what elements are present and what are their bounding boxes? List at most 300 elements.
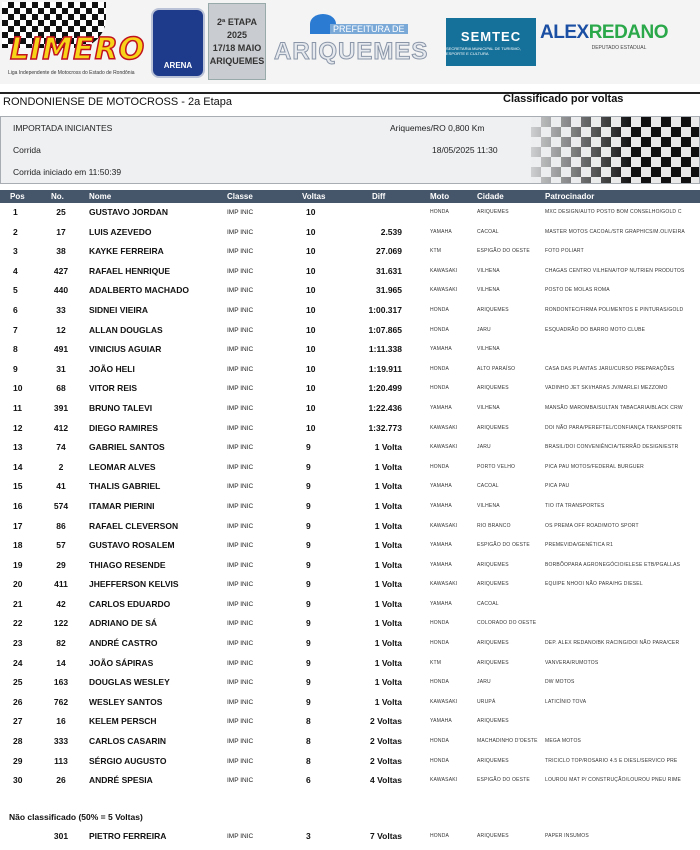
table-row bbox=[0, 477, 700, 497]
cell-laps: 8 bbox=[306, 716, 311, 727]
cell-diff: 1 Volta bbox=[374, 696, 402, 707]
cell-sponsor: PAPER INSUMOS bbox=[545, 833, 589, 839]
cell-no: 42 bbox=[56, 598, 66, 609]
cell-pos: 19 bbox=[13, 559, 23, 570]
cell-laps: 10 bbox=[306, 207, 316, 217]
semtec-logo bbox=[446, 18, 536, 66]
cell-moto: HONDA bbox=[430, 463, 450, 470]
semtec-subtitle: SECRETARIA MUNICIPAL DE TURISMO, ESPORTE E CULTURA bbox=[446, 45, 521, 56]
cell-sponsor: PICA PAU MOTOS/FEDERAL BURGUER bbox=[545, 463, 644, 470]
cell-laps: 10 bbox=[306, 363, 316, 374]
cell-diff: 1 Volta bbox=[374, 677, 402, 688]
cell-pos: 10 bbox=[13, 383, 23, 394]
cell-laps: 9 bbox=[306, 481, 311, 492]
cell-sponsor: TRICICLO TOP/ROSARIO 4.5 E DIESL/SERVICO PRE bbox=[545, 757, 678, 764]
cell-laps: 10 bbox=[306, 383, 316, 394]
cell-city: ESPIGÃO DO OESTE bbox=[477, 248, 530, 255]
cell-city: JARU bbox=[477, 326, 491, 333]
cell-laps: 9 bbox=[306, 500, 311, 511]
cell-sponsor: MXC DESIGN/AUTO POSTO BOM CONSELHO/GOLD C bbox=[545, 209, 682, 215]
arena-label: ARENA bbox=[163, 61, 193, 70]
cell-pos: 3 bbox=[13, 246, 18, 257]
cell-sponsor: MANSÃO MAROMBA/SULTAN TABACARIA/BLACK CRW bbox=[545, 404, 683, 411]
cell-sponsor: PREMEVIDA/GENÉTICA R1 bbox=[545, 542, 614, 549]
cell-name: RAFAEL HENRIQUE bbox=[89, 265, 171, 276]
cell-moto: YAMAHA bbox=[430, 542, 452, 549]
cell-diff: 31.631 bbox=[376, 265, 402, 276]
cell-class: IMP INIC bbox=[227, 698, 254, 706]
table-row bbox=[0, 771, 700, 791]
cell-laps: 10 bbox=[306, 265, 316, 276]
redano-subtitle: DEPUTADO ESTADUAL bbox=[591, 45, 647, 51]
cell-moto: HONDA bbox=[430, 620, 450, 627]
table-row bbox=[0, 693, 700, 713]
cell-pos: 13 bbox=[13, 442, 23, 453]
cell-diff: 1:32.773 bbox=[368, 422, 402, 433]
cell-name: VINICIUS AGUIAR bbox=[89, 344, 162, 355]
event-title: RONDONIENSE DE MOTOCROSS - 2a Etapa bbox=[3, 96, 233, 108]
cell-class: IMP INIC bbox=[227, 640, 254, 648]
cell-pos: 11 bbox=[13, 402, 22, 413]
cell-diff: 2 Voltas bbox=[370, 716, 402, 727]
cell-laps: 9 bbox=[306, 598, 311, 609]
cell-pos: 15 bbox=[13, 481, 23, 492]
cell-city: ARIQUEMES bbox=[477, 640, 509, 647]
cell-diff: 1 Volta bbox=[374, 638, 402, 649]
cell-name: ALLAN DOUGLAS bbox=[89, 324, 163, 335]
cell-no: 33 bbox=[56, 304, 66, 315]
cell-moto: KAWASAKI bbox=[430, 267, 458, 274]
cell-moto: YAMAHA bbox=[430, 404, 452, 411]
cell-class: IMP INIC bbox=[227, 287, 254, 295]
limero-logo bbox=[2, 2, 148, 82]
cell-no: 574 bbox=[53, 500, 69, 511]
cell-sponsor: RONDONTEC/FIRMA POLIMENTOS E PINTURAS/GOLD bbox=[545, 306, 684, 313]
semtec-wordmark: SEMTEC bbox=[460, 28, 522, 44]
table-row bbox=[0, 242, 700, 262]
cell-no: 41 bbox=[56, 481, 66, 492]
cell-city: ARIQUEMES bbox=[477, 424, 509, 431]
cell-city: CACOAL bbox=[477, 600, 499, 607]
cell-laps: 10 bbox=[306, 285, 316, 296]
cell-sponsor: CASA DAS PLANTAS JARU/CURSO PREPARAÇÕES bbox=[545, 365, 675, 372]
cell-name: LEOMAR ALVES bbox=[89, 461, 156, 472]
cell-city: JARU bbox=[477, 679, 491, 686]
cell-class: IMP INIC bbox=[227, 483, 254, 491]
table-row bbox=[0, 321, 700, 341]
cell-pos: 25 bbox=[13, 677, 23, 688]
cell-pos: 14 bbox=[13, 461, 23, 472]
cell-laps: 10 bbox=[306, 344, 316, 355]
cell-no: 17 bbox=[56, 226, 66, 237]
redano-wordmark bbox=[540, 22, 698, 44]
cell-laps: 10 bbox=[306, 226, 316, 237]
cell-pos: 21 bbox=[13, 598, 23, 609]
cell-moto: HONDA bbox=[430, 326, 450, 333]
cell-sponsor: OS PREMA OFF ROAD/MOTO SPORT bbox=[545, 522, 639, 529]
cell-city: ARIQUEMES bbox=[477, 561, 509, 568]
cell-moto: KAWASAKI bbox=[430, 777, 458, 784]
cell-no: 412 bbox=[53, 422, 69, 433]
results-table bbox=[0, 203, 700, 791]
report-title: Classificado por voltas bbox=[503, 93, 624, 105]
cell-laps: 8 bbox=[306, 736, 311, 747]
cell-diff: 31.965 bbox=[376, 285, 402, 296]
cell-no: 74 bbox=[56, 442, 66, 453]
cell-city: ARIQUEMES bbox=[477, 385, 509, 392]
col-name: Nome bbox=[89, 192, 112, 201]
cell-pos: 28 bbox=[13, 736, 23, 747]
cell-no: 38 bbox=[56, 246, 66, 257]
cell-diff: 1 Volta bbox=[374, 559, 402, 570]
cell-city: VILHENA bbox=[477, 267, 500, 274]
cell-city: VILHENA bbox=[477, 404, 500, 411]
cell-moto: KAWASAKI bbox=[430, 698, 458, 705]
cell-sponsor: ESQUADRÃO DO BARRO MOTO CLUBE bbox=[545, 326, 646, 333]
cell-city: JARU bbox=[477, 444, 491, 451]
cell-no: 301 bbox=[53, 831, 69, 841]
cell-class: IMP INIC bbox=[227, 385, 254, 393]
cell-no: 25 bbox=[56, 207, 66, 217]
cell-diff: 1 Volta bbox=[374, 461, 402, 472]
cell-city: URUPÁ bbox=[477, 698, 496, 705]
table-row bbox=[0, 301, 700, 321]
cell-moto: YAMAHA bbox=[430, 600, 452, 607]
header-banner bbox=[0, 0, 700, 84]
cell-city: CACOAL bbox=[477, 228, 499, 235]
cell-laps: 9 bbox=[306, 677, 311, 688]
cell-class: IMP INIC bbox=[227, 404, 254, 412]
table-row bbox=[0, 360, 700, 380]
table-row bbox=[0, 340, 700, 360]
table-row bbox=[0, 223, 700, 243]
table-row bbox=[0, 379, 700, 399]
cell-pos: 20 bbox=[13, 579, 23, 590]
cell-sponsor: BRASIL/DOI CONVENIÊNCIA/TERRÃO DESIGN/ESTR bbox=[545, 444, 679, 451]
cell-city: ALTO PARAÍSO bbox=[477, 365, 516, 372]
cell-name: ANDRÉ SPESIA bbox=[89, 775, 153, 786]
cell-no: 68 bbox=[56, 383, 66, 394]
table-row bbox=[0, 654, 700, 674]
cell-moto: KAWASAKI bbox=[430, 444, 458, 451]
not-classified-table bbox=[0, 827, 700, 847]
prefeitura-label: PREFEITURA DE bbox=[330, 24, 408, 34]
limero-subtitle: Liga Independente de Motocross do Estado de Rondônia bbox=[8, 70, 135, 76]
etapa-line: 2025 bbox=[226, 29, 248, 40]
location-label: Ariquemes/RO 0,800 Km bbox=[390, 123, 485, 133]
table-row bbox=[0, 556, 700, 576]
col-pos: Pos bbox=[10, 192, 25, 201]
cell-laps: 10 bbox=[306, 324, 316, 335]
cell-name: ITAMAR PIERINI bbox=[89, 500, 155, 511]
cell-laps: 9 bbox=[306, 618, 311, 629]
cell-class: IMP INIC bbox=[227, 581, 254, 589]
cell-laps: 9 bbox=[306, 657, 311, 668]
col-city: Cidade bbox=[477, 192, 504, 201]
table-row bbox=[0, 732, 700, 752]
table-row bbox=[0, 673, 700, 693]
cell-no: 163 bbox=[53, 677, 69, 688]
cell-name: DIEGO RAMIRES bbox=[89, 422, 158, 433]
cell-diff: 1 Volta bbox=[374, 500, 402, 511]
cell-moto: YAMAHA bbox=[430, 502, 452, 509]
table-row bbox=[0, 281, 700, 301]
cell-name: SÉRGIO AUGUSTO bbox=[89, 755, 167, 766]
cell-sponsor: VADINHO JET SKI/HARAS JV/MARLEI MEZZOMO bbox=[545, 385, 668, 392]
cell-laps: 9 bbox=[306, 638, 311, 649]
cell-diff: 1 Volta bbox=[374, 579, 402, 590]
cell-no: 411 bbox=[54, 579, 68, 590]
cell-moto: HONDA bbox=[430, 757, 450, 764]
table-row bbox=[0, 752, 700, 772]
cell-diff: 4 Voltas bbox=[370, 775, 402, 786]
cell-sponsor: DEP. ALEX REDANO/BK RACING/DOI NÃO PARA/CER bbox=[545, 640, 680, 647]
cell-city: ARIQUEMES bbox=[477, 757, 509, 764]
cell-name: RAFAEL CLEVERSON bbox=[89, 520, 179, 531]
cell-city: ARIQUEMES bbox=[477, 833, 509, 839]
cell-class: IMP INIC bbox=[227, 502, 254, 510]
cell-class: IMP INIC bbox=[227, 718, 254, 726]
cell-city: ARIQUEMES bbox=[477, 306, 509, 313]
cell-diff: 1 Volta bbox=[374, 657, 402, 668]
cell-name: GUSTAVO ROSALEM bbox=[89, 540, 175, 551]
cell-sponsor: EQUIPE NHOOI NÃO PARA/HG DIESEL bbox=[545, 581, 643, 588]
cell-moto: YAMAHA bbox=[430, 228, 452, 235]
cell-laps: 10 bbox=[306, 304, 316, 315]
cell-diff: 2 Voltas bbox=[370, 755, 402, 766]
cell-no: 31 bbox=[56, 363, 66, 374]
ariquemes-wordmark: ARIQUEMES bbox=[274, 38, 429, 65]
etapa-line: ARIQUEMES bbox=[209, 55, 265, 66]
cell-pos: 5 bbox=[13, 285, 18, 296]
cell-pos: 26 bbox=[13, 696, 23, 707]
table-row bbox=[0, 438, 700, 458]
cell-pos: 18 bbox=[13, 540, 23, 551]
cell-class: IMP INIC bbox=[227, 346, 254, 354]
table-row bbox=[0, 262, 700, 282]
cell-diff: 1 Volta bbox=[374, 540, 402, 551]
cell-name: GUSTAVO JORDAN bbox=[89, 207, 169, 217]
col-laps: Voltas bbox=[302, 192, 326, 201]
cell-no: 122 bbox=[53, 618, 69, 629]
etapa-info-box bbox=[208, 3, 266, 80]
cell-name: GABRIEL SANTOS bbox=[89, 442, 165, 453]
cell-laps: 9 bbox=[306, 442, 311, 453]
cell-no: 86 bbox=[56, 520, 66, 531]
cell-pos: 17 bbox=[13, 520, 23, 531]
cell-city: CACOAL bbox=[477, 483, 499, 490]
cell-moto: HONDA bbox=[430, 738, 450, 745]
cell-name: ADRIANO DE SÁ bbox=[89, 618, 158, 629]
cell-class: IMP INIC bbox=[227, 659, 254, 667]
table-row bbox=[0, 517, 700, 537]
cell-city: ARIQUEMES bbox=[477, 581, 509, 588]
cell-class: IMP INIC bbox=[227, 248, 254, 256]
session-label: Corrida bbox=[13, 145, 41, 155]
cell-city: ARIQUEMES bbox=[477, 718, 509, 725]
cell-city: ESPIGÃO DO OESTE bbox=[477, 777, 530, 784]
cell-name: KAYKE FERREIRA bbox=[89, 246, 164, 257]
cell-city: ARIQUEMES bbox=[477, 659, 509, 666]
cell-pos: 16 bbox=[13, 500, 23, 511]
cell-diff: 1 Volta bbox=[374, 442, 402, 453]
cell-moto: YAMAHA bbox=[430, 346, 452, 353]
cell-moto: HONDA bbox=[430, 679, 450, 686]
cell-name: JOÃO HELI bbox=[89, 363, 135, 374]
cell-moto: HONDA bbox=[430, 306, 450, 313]
table-row bbox=[0, 575, 700, 595]
cell-name: JHEFFERSON KELVIS bbox=[89, 579, 179, 590]
cell-moto: YAMAHA bbox=[430, 718, 452, 725]
cell-pos: 4 bbox=[13, 265, 18, 276]
cell-class: IMP INIC bbox=[227, 561, 254, 569]
table-row bbox=[0, 458, 700, 478]
table-row bbox=[0, 614, 700, 634]
cell-no: 16 bbox=[56, 716, 66, 727]
cell-city: PORTO VELHO bbox=[477, 463, 516, 470]
cell-diff: 27.069 bbox=[376, 246, 402, 257]
cell-class: IMP INIC bbox=[227, 444, 254, 452]
cell-pos: 2 bbox=[13, 226, 18, 237]
cell-class: IMP INIC bbox=[227, 209, 254, 216]
cell-class: IMP INIC bbox=[227, 522, 254, 530]
cell-sponsor: CHAGAS CENTRO VILHENA/TOP NUTRIEN PRODUTOS bbox=[545, 267, 685, 274]
table-row bbox=[0, 827, 700, 847]
arena-badge-logo bbox=[151, 8, 205, 78]
cell-name: KELEM PERSCH bbox=[89, 716, 157, 727]
cell-moto: HONDA bbox=[430, 385, 450, 392]
cell-pos: 6 bbox=[13, 304, 18, 315]
cell-class: IMP INIC bbox=[227, 738, 254, 746]
cell-moto: HONDA bbox=[430, 640, 450, 647]
col-diff: Diff bbox=[372, 192, 386, 201]
cell-pos: 1 bbox=[13, 207, 18, 217]
cell-diff: 7 Voltas bbox=[370, 831, 402, 841]
cell-name: ANDRÉ CASTRO bbox=[89, 638, 158, 649]
cell-class: IMP INIC bbox=[227, 306, 254, 314]
cell-sponsor: LATICÍNIO TOVA bbox=[545, 698, 587, 705]
table-row bbox=[0, 634, 700, 654]
alex-redano-logo bbox=[540, 22, 698, 62]
cell-pos: 9 bbox=[13, 363, 18, 374]
cell-diff: 2 Voltas bbox=[370, 736, 402, 747]
cell-pos: 27 bbox=[13, 716, 23, 727]
date-time-label: 18/05/2025 11:30 bbox=[432, 145, 498, 155]
cell-name: ADALBERTO MACHADO bbox=[89, 285, 189, 296]
cell-no: 26 bbox=[56, 775, 66, 786]
table-row bbox=[0, 203, 700, 223]
cell-sponsor: DW MOTOS bbox=[545, 679, 575, 686]
cell-laps: 9 bbox=[306, 579, 311, 590]
cell-laps: 10 bbox=[306, 422, 316, 433]
cell-no: 427 bbox=[53, 265, 69, 276]
cell-laps: 9 bbox=[306, 520, 311, 531]
cell-no: 2 bbox=[58, 461, 64, 472]
cell-name: THALIS GABRIEL bbox=[89, 481, 161, 492]
cell-class: IMP INIC bbox=[227, 542, 254, 550]
cell-sponsor: VANVERA/RUMOTOS bbox=[545, 659, 599, 666]
redano-first: ALEX bbox=[540, 22, 589, 43]
cell-laps: 9 bbox=[306, 461, 311, 472]
cell-diff: 1 Volta bbox=[374, 618, 402, 629]
cell-pos: 23 bbox=[13, 638, 23, 649]
cell-laps: 6 bbox=[306, 775, 311, 786]
cell-diff: 1:11.338 bbox=[368, 344, 402, 355]
cell-laps: 10 bbox=[306, 246, 316, 257]
cell-moto: HONDA bbox=[430, 365, 450, 372]
cell-class: IMP INIC bbox=[227, 600, 254, 608]
cell-moto: KAWASAKI bbox=[430, 581, 458, 588]
cell-sponsor: TIO ITA TRANSPORTES bbox=[545, 502, 605, 509]
cell-class: IMP INIC bbox=[227, 365, 254, 373]
cell-city: ESPIGÃO DO OESTE bbox=[477, 542, 530, 549]
cell-diff: 1 Volta bbox=[374, 598, 402, 609]
not-classified-title: Não classificado (50% = 5 Voltas) bbox=[9, 812, 143, 822]
cell-class: IMP INIC bbox=[227, 620, 254, 628]
cell-pos: 29 bbox=[13, 755, 23, 766]
cell-sponsor: DOI NÃO PARA/PEREFTEL/CONFIANÇA TRANSPORTE bbox=[545, 424, 683, 431]
cell-no: 12 bbox=[56, 324, 66, 335]
cell-city: VILHENA bbox=[477, 502, 500, 509]
cell-class: IMP INIC bbox=[227, 326, 254, 334]
cell-class: IMP INIC bbox=[227, 679, 254, 687]
cell-diff: 1:19.911 bbox=[368, 363, 402, 374]
cell-pos: 8 bbox=[13, 344, 18, 355]
cell-no: 491 bbox=[53, 344, 69, 355]
cell-city: VILHENA bbox=[477, 287, 500, 294]
cell-city: COLORADO DO OESTE bbox=[477, 620, 537, 627]
cell-pos: 30 bbox=[13, 775, 23, 786]
col-no: No. bbox=[51, 192, 64, 201]
cell-sponsor: LOUROU MAT P/ CONSTRUÇÃO/LOUROU PNEU RIME bbox=[545, 777, 682, 784]
table-row bbox=[0, 595, 700, 615]
cell-class: IMP INIC bbox=[227, 424, 254, 432]
cell-name: PIETRO FERREIRA bbox=[89, 831, 167, 841]
cell-city: ARIQUEMES bbox=[477, 209, 509, 215]
cell-diff: 1:07.865 bbox=[368, 324, 402, 335]
cell-pos: 7 bbox=[13, 324, 18, 335]
cell-moto: KAWASAKI bbox=[430, 424, 458, 431]
cell-class: IMP INIC bbox=[227, 463, 254, 471]
cell-no: 82 bbox=[56, 638, 66, 649]
cell-name: VITOR REIS bbox=[89, 383, 138, 394]
cell-moto: KTM bbox=[430, 248, 442, 255]
cell-laps: 9 bbox=[306, 696, 311, 707]
category-label: IMPORTADA INICIANTES bbox=[13, 123, 113, 133]
cell-moto: HONDA bbox=[430, 209, 450, 215]
redano-last: REDANO bbox=[588, 22, 669, 43]
cell-moto: KAWASAKI bbox=[430, 287, 458, 294]
cell-city: RIO BRANCO bbox=[477, 522, 511, 529]
cell-sponsor: BORBÕOPARA AGRONEGÓCIO/ELESE ETB/PGALLAS bbox=[545, 561, 681, 568]
table-row bbox=[0, 536, 700, 556]
cell-sponsor: PICA PAU bbox=[545, 483, 570, 490]
cell-pos: 22 bbox=[13, 618, 23, 629]
cell-name: BRUNO TALEVI bbox=[89, 402, 153, 413]
col-sponsor: Patrocinador bbox=[545, 192, 595, 201]
cell-no: 14 bbox=[56, 657, 66, 668]
cell-name: LUIS AZEVEDO bbox=[89, 226, 152, 237]
cell-laps: 3 bbox=[306, 831, 311, 841]
table-row bbox=[0, 399, 700, 419]
cell-class: IMP INIC bbox=[227, 777, 254, 785]
checkered-flag-graphic bbox=[531, 117, 699, 183]
cell-name: DOUGLAS WESLEY bbox=[89, 677, 170, 688]
cell-moto: YAMAHA bbox=[430, 561, 452, 568]
cell-name: JOÃO SÁPIRAS bbox=[89, 657, 154, 668]
cell-class: IMP INIC bbox=[227, 267, 254, 275]
cell-moto: YAMAHA bbox=[430, 483, 452, 490]
